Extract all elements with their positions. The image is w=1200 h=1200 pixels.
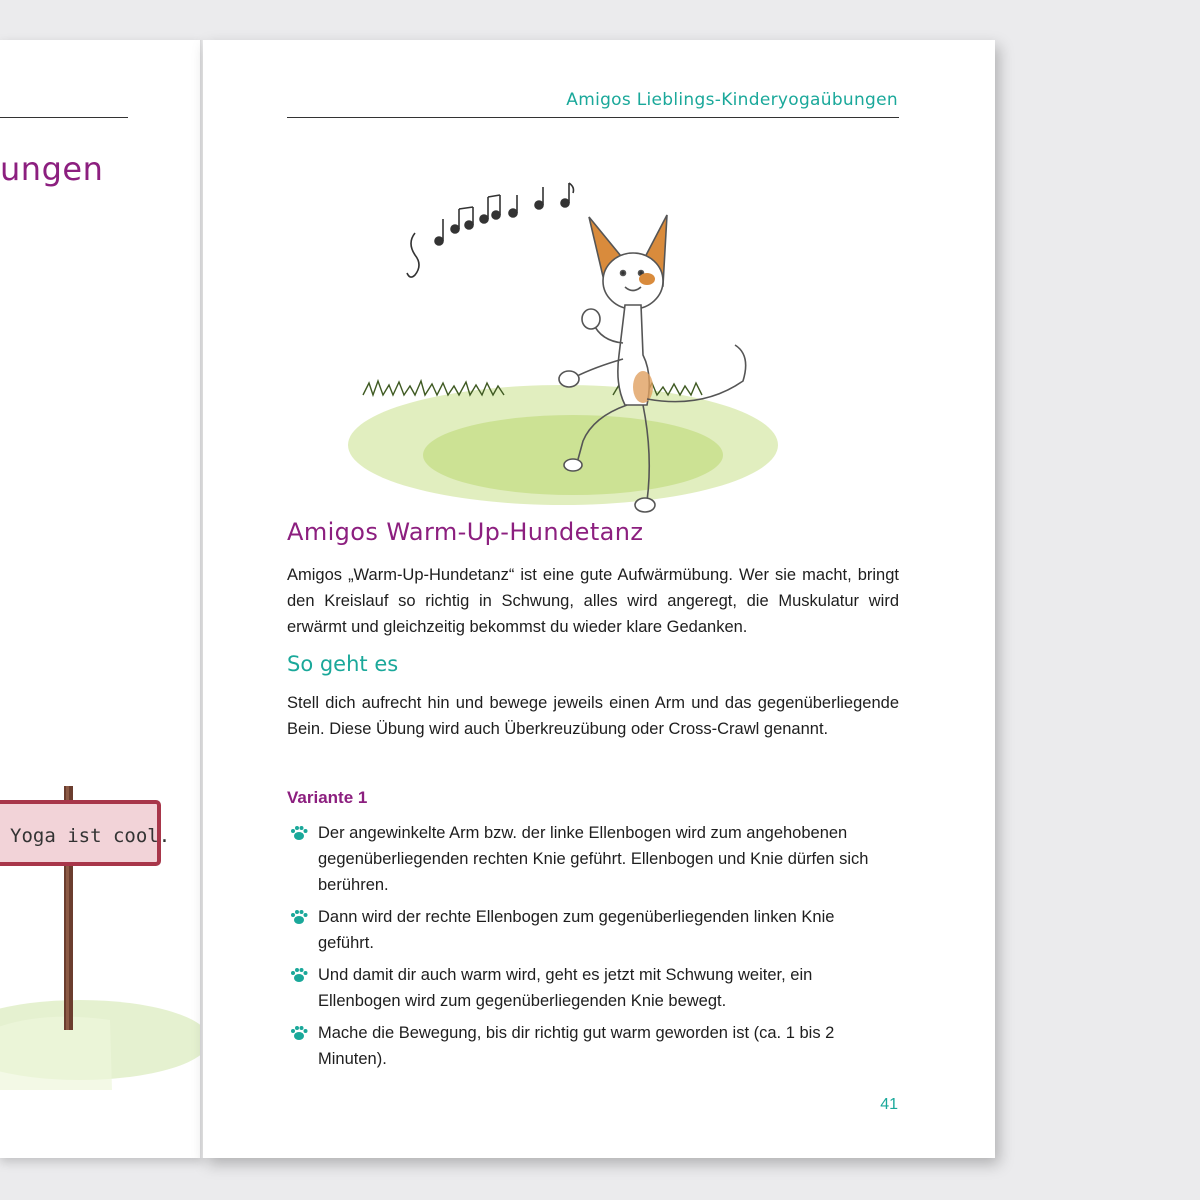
right-page (203, 40, 995, 1158)
paw-icon (290, 1025, 308, 1041)
list-item (287, 820, 899, 898)
intro-paragraph: Amigos „Warm-Up-Hundetanz“ ist eine gute Aufwärmübung. Wer sie macht, bringt den Kreislauf so richtig in Schwung, alles wird angeregt, die Muskulatur wird erwärmt und gleichzeitig bekommst du wieder klare Gedanken. (287, 566, 899, 636)
left-header-rule (0, 117, 128, 118)
list-item (287, 962, 899, 1014)
paw-icon (290, 825, 308, 841)
steps-list (287, 820, 899, 1078)
book-spread (0, 40, 995, 1158)
yoga-sign-illustration (0, 740, 202, 1100)
dancing-dog-illustration (343, 155, 783, 515)
list-item (287, 904, 899, 956)
running-head: Amigos Lieblings-Kinderyogaübungen (566, 90, 898, 110)
left-page-heading: ungen (0, 150, 104, 188)
step-text: Dann wird der rechte Ellenbogen zum gegenüberliegenden linken Knie geführt. (318, 908, 835, 952)
left-page (0, 40, 202, 1158)
step-text: Der angewinkelte Arm bzw. der linke Ellenbogen wird zum angehobenen gegenüberliegenden rechten Knie geführt. Ellenbogen und Knie dürfen sich berühren. (318, 824, 869, 894)
header-rule (287, 117, 899, 118)
paw-icon (290, 909, 308, 925)
step-text: Und damit dir auch warm wird, geht es jetzt mit Schwung weiter, ein Ellenbogen wird zum gegenüberliegenden Knie bewegt. (318, 966, 813, 1010)
section-subtitle: So geht es (287, 652, 399, 676)
exercise-title: Amigos Warm-Up-Hundetanz (287, 518, 644, 546)
paw-icon (290, 967, 308, 983)
sign-text: Yoga ist cool. (10, 825, 171, 847)
instruction-paragraph: Stell dich aufrecht hin und bewege jeweils einen Arm und das gegenüberliegende Bein. Diese Übung wird auch Überkreuzübung oder Cross-Crawl genannt. (287, 694, 899, 738)
step-text: Mache die Bewegung, bis dir richtig gut warm geworden ist (ca. 1 bis 2 Minuten). (318, 1024, 835, 1068)
page-number: 41 (880, 1096, 898, 1113)
list-item (287, 1020, 899, 1072)
variant-label: Variante 1 (287, 788, 368, 807)
